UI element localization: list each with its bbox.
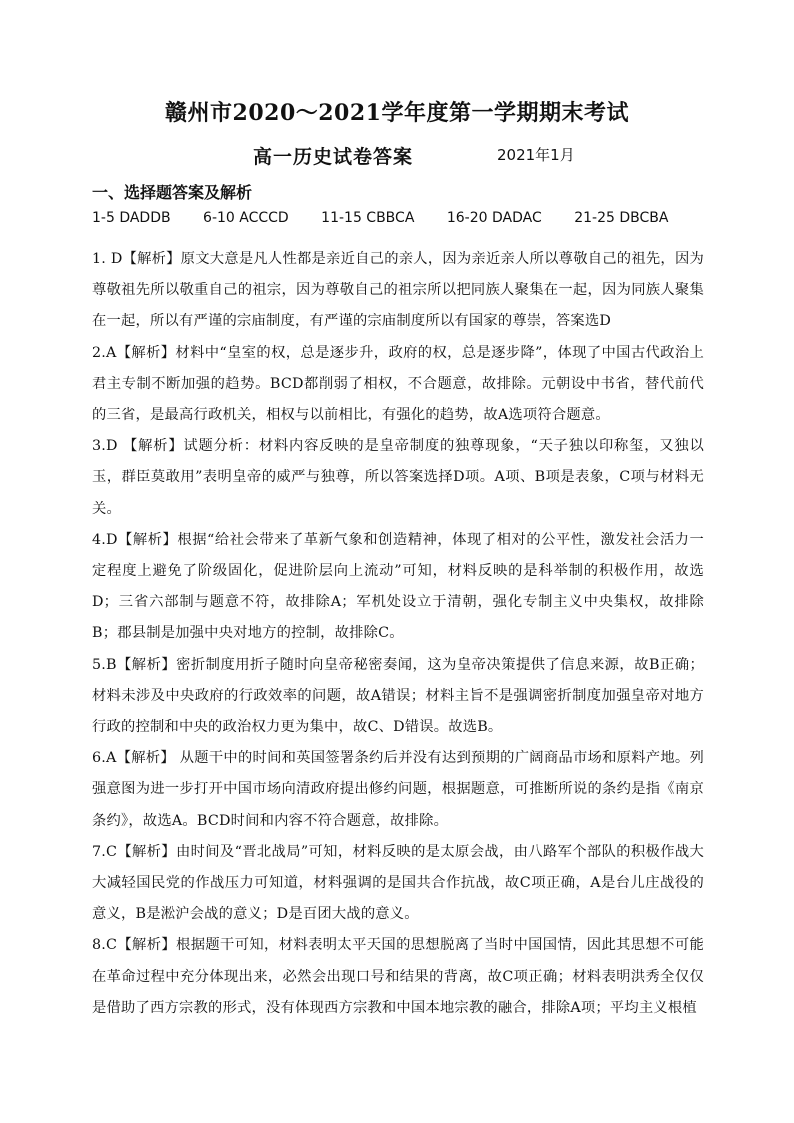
explanation-paragraph: 4.D【解析】根据“给社会带来了革新气象和创造精神，体现了相对的公平性，激发社会活力一定程度上避免了阶级固化，促进阶层向上流动”可知，材料反映的是科举制的积极作用，故选D；三省六部制与题意不符，故排除A；军机处设立于清朝，强化专制主义中央集权，故排除B；郡县制是加强中央对地方的控制，故排除C。 — [92, 531, 704, 642]
answer-key-group: 1-5 DADDB — [92, 210, 171, 226]
subtitle-text: 高一历史试卷答案 — [253, 146, 414, 168]
answer-key-group: 16-20 DADAC — [446, 210, 542, 226]
section-heading: 一、选择题答案及解析 — [92, 183, 253, 202]
explanations-list — [92, 244, 704, 1024]
answer-key-row — [92, 210, 712, 226]
explanation-paragraph: 1. D【解析】原文大意是凡人性都是亲近自己的亲人，因为亲近亲人所以尊敬自己的祖先，因为尊敬祖先所以敬重自己的祖宗，因为尊敬自己的祖宗所以把同族人聚集在一起，因为同族人聚集在一起，所以有严谨的宗庙制度，有严谨的宗庙制度所以有国家的尊崇，答案选D — [92, 251, 704, 330]
document-title: 赣州市2020～2021学年度第一学期期末考试 — [165, 100, 629, 126]
explanation-paragraph: 6.A【解析】 从题干中的时间和英国签署条约后并没有达到预期的广阔商品市场和原料产地。列强意图为进一步打开中国市场向清政府提出修约问题，根据题意，可推断所说的条约是指《南京条约》，故选A。BCD时间和内容不符合题意，故排除。 — [92, 750, 704, 829]
document-subtitle — [0, 142, 794, 168]
explanation-paragraph: 8.C【解析】根据题干可知，材料表明太平天国的思想脱离了当时中国国情，因此其思想不可能在革命过程中充分体现出来，必然会出现口号和结果的背离，故C项正确；材料表明洪秀全仅仅是借助了西方宗教的形式，没有体现西方宗教和中国本地宗教的融合，排除A项；平均主义根植 — [92, 937, 704, 1016]
answer-key-group: 11-15 CBBCA — [321, 210, 415, 226]
answer-key-group: 21-25 DBCBA — [574, 210, 669, 226]
subtitle-date: 2021年1月 — [497, 146, 575, 164]
answer-key-group: 6-10 ACCCD — [203, 210, 289, 226]
explanation-paragraph: 7.C【解析】由时间及“晋北战局”可知，材料反映的是太原会战，由八路军个部队的积极作战大大减轻国民党的作战压力可知道，材料强调的是国共合作抗战，故C项正确，A是台儿庄战役的意义，B是淞沪会战的意义；D是百团大战的意义。 — [92, 843, 704, 923]
explanation-paragraph: 3.D 【解析】试题分析：材料内容反映的是皇帝制度的独尊现象，“天子独以印称玺，又独以玉，群臣莫敢用”表明皇帝的威严与独尊，所以答案选择D项。A项、B项是表象，C项与材料无关。 — [92, 438, 704, 517]
explanation-paragraph: 2.A【解析】材料中“皇室的权，总是逐步升，政府的权，总是逐步降”，体现了中国古代政治上君主专制不断加强的趋势。BCD都削弱了相权，不合题意，故排除。元朝设中书省，替代前代的三省，是最高行政机关，相权与以前相比，有强化的趋势，故A选项符合题意。 — [92, 344, 704, 424]
explanation-paragraph: 5.B【解析】密折制度用折子随时向皇帝秘密奏闻，这为皇帝决策提供了信息来源，故B正确；材料未涉及中央政府的行政效率的问题，故A错误；材料主旨不是强调密折制度加强皇帝对地方行政的控制和中央的政治权力更为集中，故C、D错误。故选B。 — [92, 656, 704, 736]
